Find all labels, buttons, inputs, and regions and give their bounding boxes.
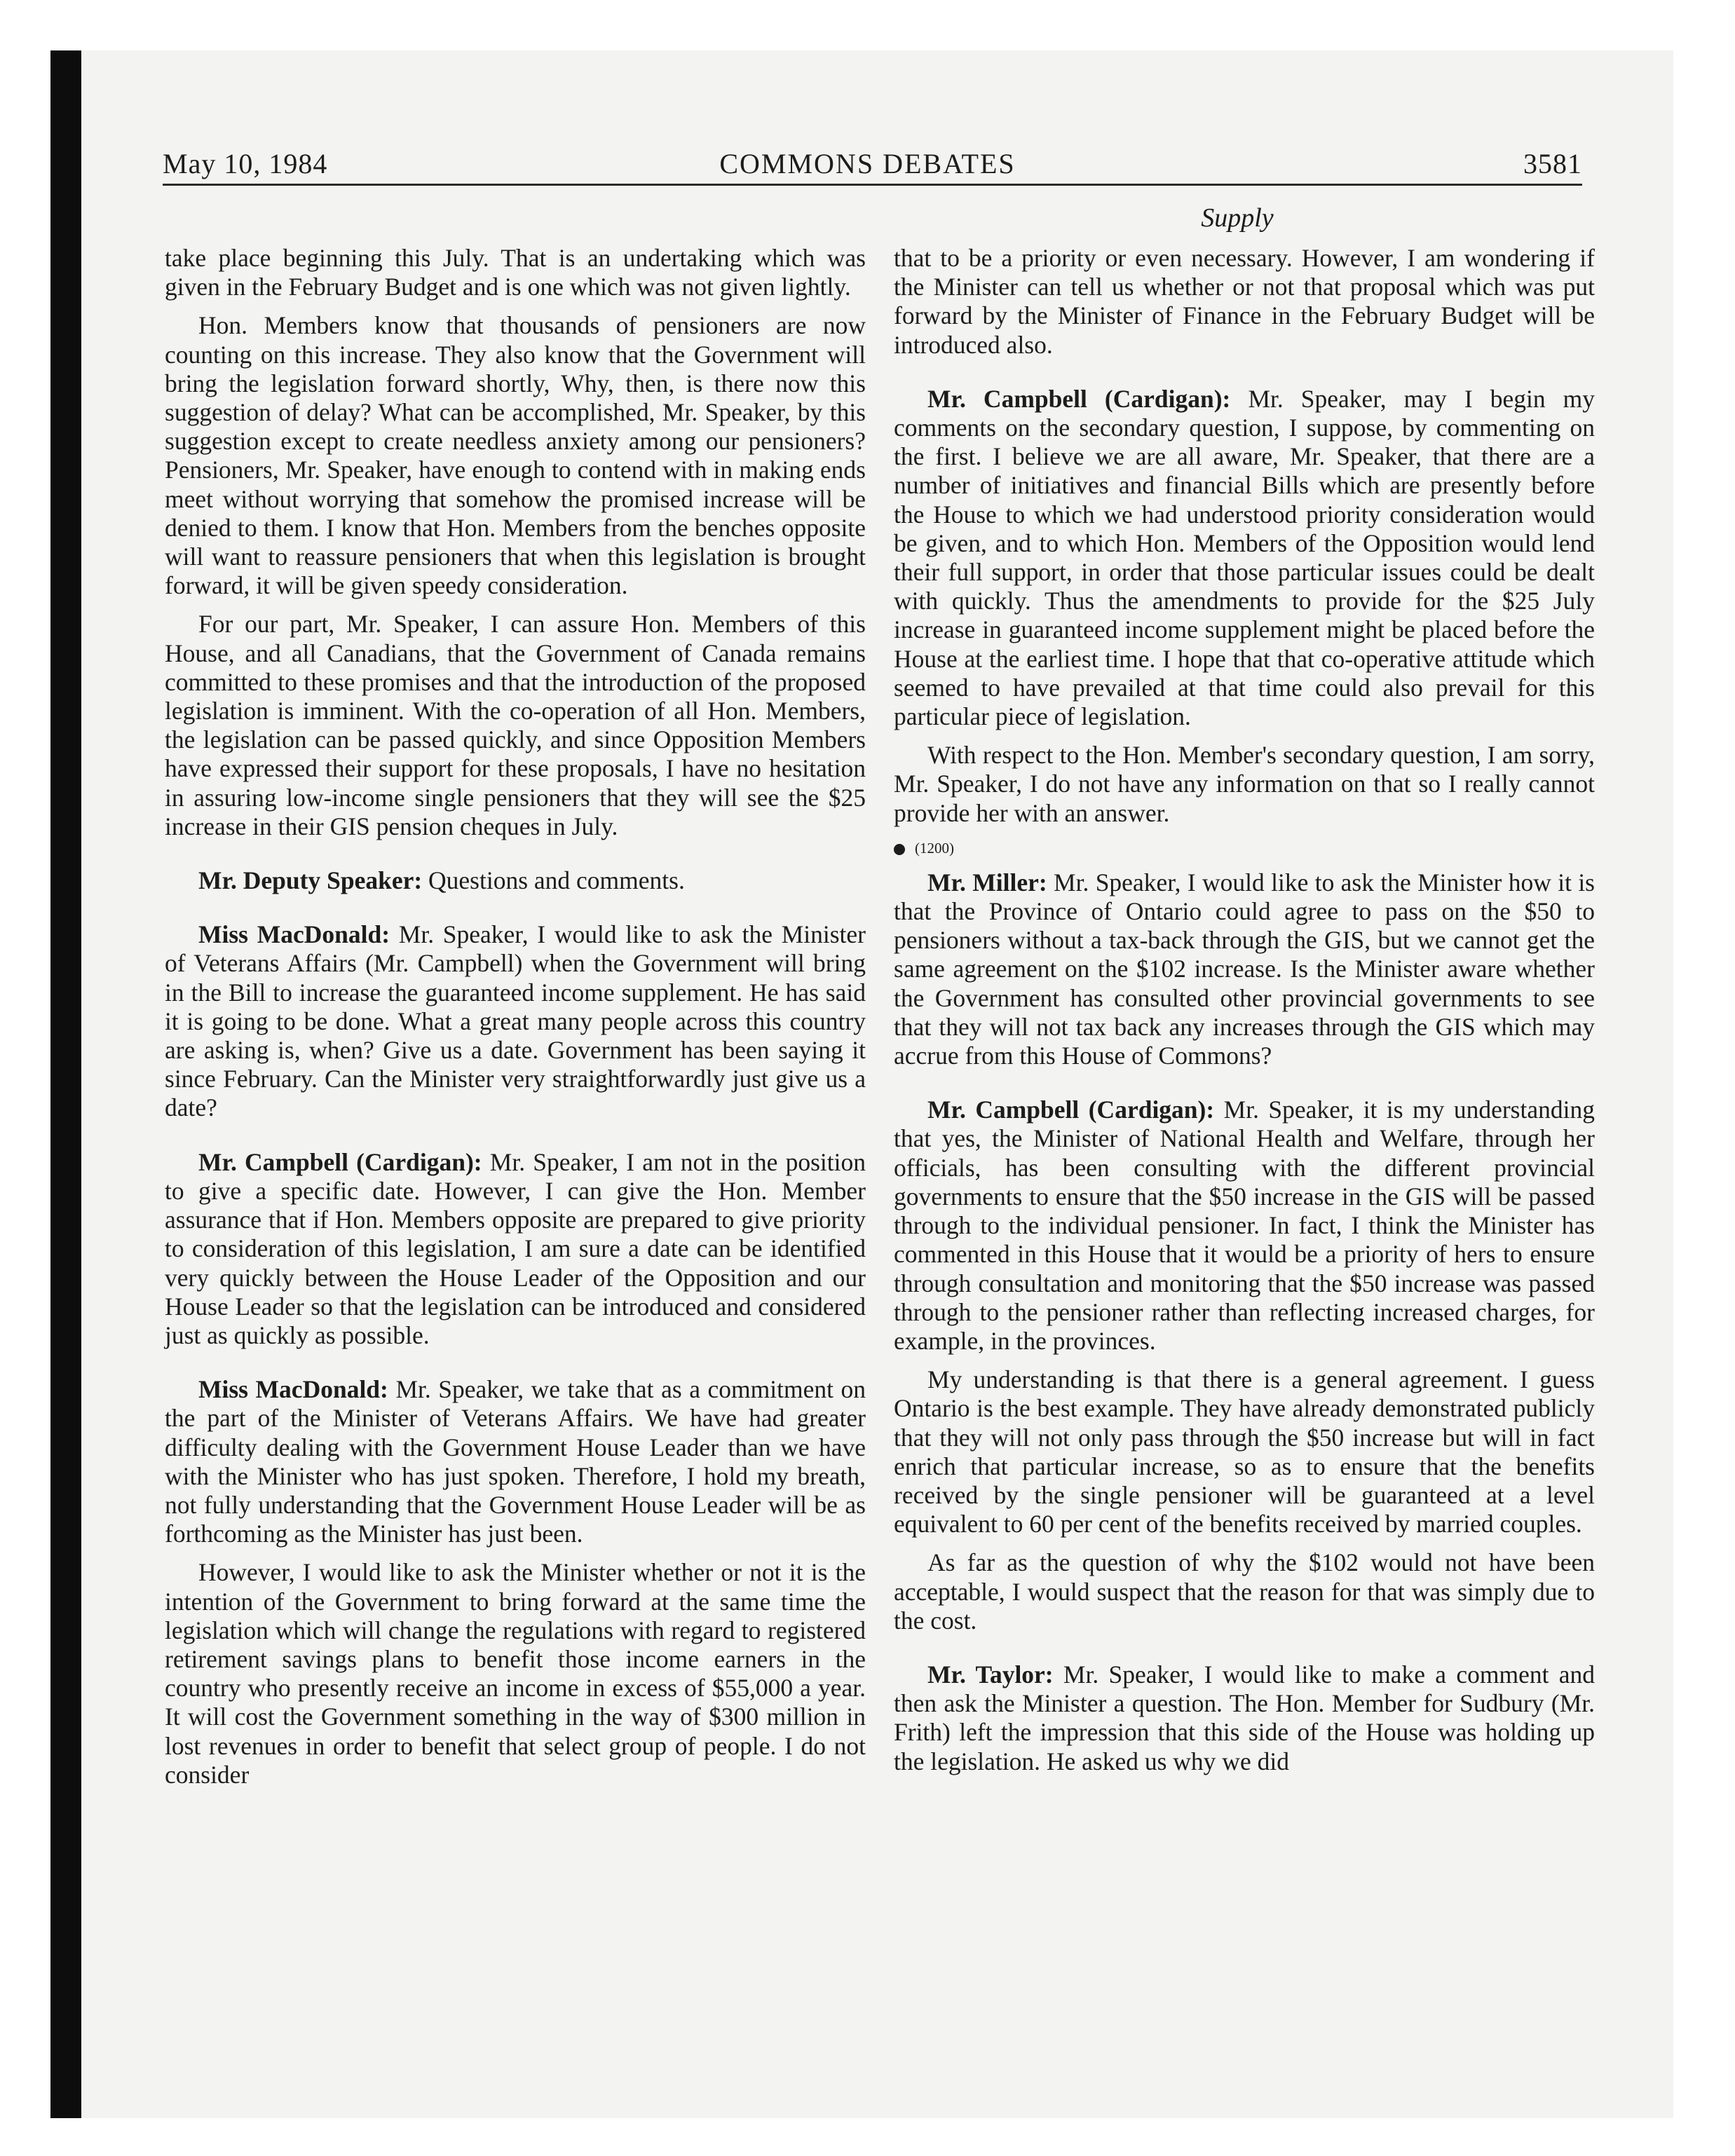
speaker-name: Miss MacDonald:: [198, 1375, 388, 1404]
speech-text: Mr. Speaker, it is my understanding that yes, the Minister of National Health and Welfare, through her officials, has been consulting with the different provincial governments to ensure that the $50 increase in the GIS will be passed through to the individual pensioner. In fact, I think the Minister has commented in this House that it would be a priority of hers to ensure through consultation and monitoring that the $50 increase was passed through to the pensioner rather than reflecting increased charges, for example, in the provinces.: [894, 1096, 1595, 1355]
paragraph: For our part, Mr. Speaker, I can assure Hon. Members of this House, and all Canadians, that the Government of Canada remains committed to these promises and that the introduction of the proposed legislation is imminent. With the co-operation of all Hon. Members, the legislation can be passed quickly, and since Opposition Members have expressed their support for these proposals, I have no hesitation in assuring low-income single pensioners that they will see the $25 increase in their GIS pension cheques in July.: [165, 610, 866, 840]
header-title: COMMONS DEBATES: [719, 148, 1016, 179]
paragraph: As far as the question of why the $102 would not have been acceptable, I would suspect that the reason for that was simply due to the cost.: [894, 1548, 1595, 1635]
speech-text: Mr. Speaker, I would like to ask the Minister how it is that the Province of Ontario could agree to pass on the $50 to pensioners without a tax-back through the GIS, but we cannot get the same agreement on the $102 increase. Is the Minister aware whether the Government has consulted other provincial governments to see that they will not tax back any increases through the GIS which may accrue from this House of Commons?: [894, 868, 1595, 1070]
speaker-name: Mr. Deputy Speaker:: [198, 866, 423, 895]
paragraph: take place beginning this July. That is an undertaking which was given in the February Budget and is one which was not given lightly.: [165, 244, 866, 301]
right-column: [894, 244, 1595, 1786]
speech-text: Mr. Speaker, may I begin my comments on the secondary question, I suppose, by commenting on the first. I believe we are all aware, Mr. Speaker, that there are a number of initiatives and financial Bills which are presently before the House to which we had understood priority consideration would be given, and to which Hon. Members of the Opposition would lend their full support, in order that those particular issues could be dealt with quickly. Thus the amendments to provide for the $25 July increase in guaranteed income supplement might be placed before the House at the earliest time. I hope that that co-operative attitude which seemed to have prevailed at that time could also prevail for this particular piece of legislation.: [894, 384, 1595, 731]
paragraph: With respect to the Hon. Member's secondary question, I am sorry, Mr. Speaker, I do not have any information on that so I really cannot provide her with an answer.: [894, 741, 1595, 827]
bullet-icon: [894, 844, 905, 855]
speech-text: Questions and comments.: [422, 866, 685, 895]
speaker-name: Mr. Campbell (Cardigan):: [927, 1096, 1215, 1124]
paragraph: My understanding is that there is a general agreement. I guess Ontario is the best example. They have already demonstrated publicly that they will not only pass through the $50 increase but will in fact enrich that particular increase, so as to ensure that the benefits received by the single pensioner will be guaranteed at a level equivalent to 60 per cent of the benefits received by married couples.: [894, 1365, 1595, 1538]
paragraph: that to be a priority or even necessary. However, I am wondering if the Minister can tell us whether or not that proposal which was put forward by the Minister of Finance in the February Budget will be introduced also.: [894, 244, 1595, 359]
speech-text: Mr. Speaker, I would like to make a comment and then ask the Minister a question. The Hon. Member for Sudbury (Mr. Frith) left the impression that this side of the House was holding up the legislation. He asked us why we did: [894, 1660, 1595, 1775]
left-column: [165, 244, 866, 1799]
speech: [894, 868, 1595, 1070]
speech-text: Mr. Speaker, I would like to ask the Minister of Veterans Affairs (Mr. Campbell) when the Government will bring in the Bill to increase the guaranteed income supplement. He has said it is going to be done. What a great many people across this country are asking is, when? Give us a date. Government has been saying it since February. Can the Minister very straightforwardly just give us a date?: [165, 920, 866, 1122]
speech-text: Mr. Speaker, we take that as a commitment on the part of the Minister of Veterans Affairs. We have had greater difficulty dealing with the Government House Leader than we have with the Minister who has just spoken. Therefore, I hold my breath, not fully understanding that the Government House Leader will be as forthcoming as the Minister has just been.: [165, 1375, 866, 1548]
speech: [165, 1375, 866, 1548]
speaker-name: Mr. Campbell (Cardigan):: [198, 1147, 482, 1176]
speech: [894, 1660, 1595, 1776]
speech: [165, 866, 866, 895]
header-date: May 10, 1984: [163, 148, 328, 179]
time-marker-text: (1200): [915, 839, 954, 857]
speech-text: Mr. Speaker, I am not in the position to give a specific date. However, I can give the Hon. Member assurance that if Hon. Members opposite are prepared to give priority to consideration of this legislation, I am sure a date can be identified very quickly between the House Leader of the Opposition and our House Leader so that the legislation can be introduced and considered just as quickly as possible.: [165, 1147, 866, 1349]
scan-edge: [50, 50, 81, 2118]
speaker-name: Mr. Taylor:: [927, 1660, 1054, 1688]
speaker-name: Miss MacDonald:: [198, 920, 390, 949]
time-marker: [894, 838, 1595, 859]
paragraph: Hon. Members know that thousands of pensioners are now counting on this increase. They also know that the Government will bring the legislation forward shortly, Why, then, is there now this suggestion of delay? What can be accomplished, Mr. Speaker, by this suggestion except to create needless anxiety among our pensioners? Pensioners, Mr. Speaker, have enough to contend with in making ends meet without worrying that somehow the promised increase will be denied to them. I know that Hon. Members from the benches opposite will want to reassure pensioners that when this legislation is brought forward, it will be given speedy consideration.: [165, 311, 866, 600]
speech: [894, 1096, 1595, 1356]
speech: [165, 1148, 866, 1350]
speech: [165, 920, 866, 1122]
speaker-name: Mr. Miller:: [927, 868, 1047, 896]
speech: [894, 385, 1595, 731]
speaker-name: Mr. Campbell (Cardigan):: [927, 384, 1231, 413]
section-title: Supply: [1201, 203, 1274, 233]
paragraph: However, I would like to ask the Minister whether or not it is the intention of the Government to bring forward at the same time the legislation which will change the regulations with regard to registered retirement savings plans to benefit those income earners in the country who presently receive an income in excess of $55,000 a year. It will cost the Government something in the way of $300 million in lost revenues in order to benefit that select group of people. I do not consider: [165, 1558, 866, 1789]
header-page-number: 3581: [1523, 148, 1582, 179]
header-rule: [163, 184, 1582, 186]
